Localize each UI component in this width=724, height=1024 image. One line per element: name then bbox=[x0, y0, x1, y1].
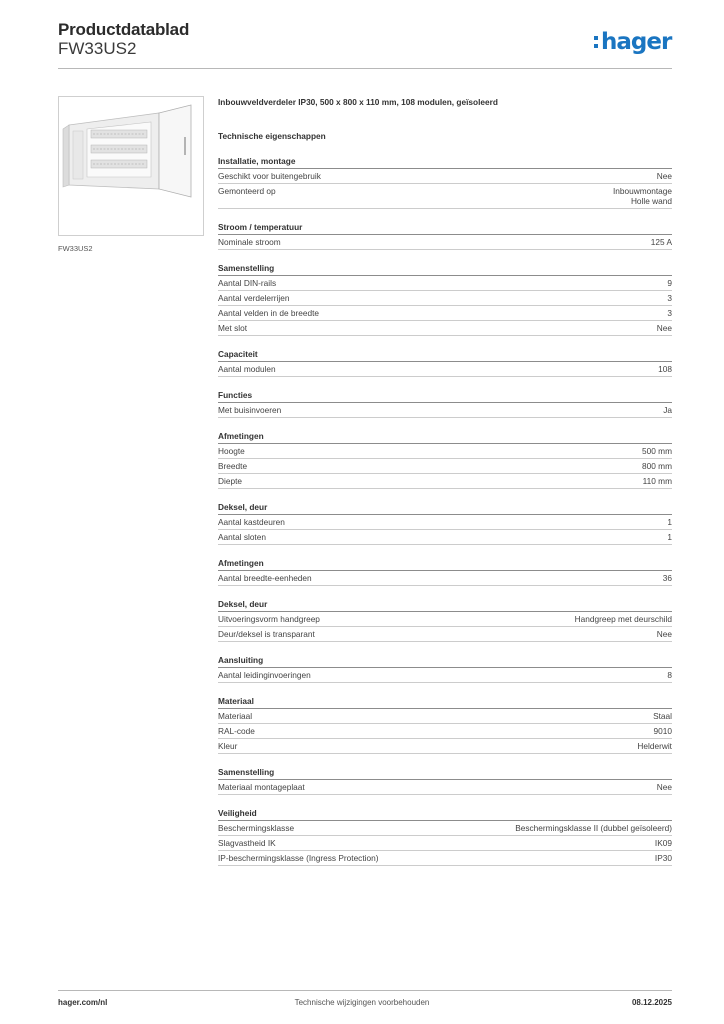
spec-row bbox=[218, 515, 672, 530]
spec-label: Aantal breedte-eenheden bbox=[218, 573, 312, 583]
footer-website-link[interactable]: hager.com/nl bbox=[58, 998, 108, 1007]
spec-label: Breedte bbox=[218, 461, 248, 471]
spec-row bbox=[218, 474, 672, 489]
spec-value: 110 mm bbox=[642, 476, 672, 486]
spec-value: IK09 bbox=[654, 838, 672, 848]
spec-value: Staal bbox=[653, 711, 672, 721]
spec-value: 108 bbox=[658, 364, 672, 374]
spec-row bbox=[218, 306, 672, 321]
spec-value: 1 bbox=[667, 517, 672, 527]
section-heading: Technische eigenschappen bbox=[218, 131, 326, 141]
spec-group bbox=[218, 558, 672, 586]
footer-disclaimer: Technische wijzigingen voorbehouden bbox=[294, 998, 430, 1007]
spec-row bbox=[218, 821, 672, 836]
spec-row bbox=[218, 780, 672, 795]
spec-label: Aantal verdelerrijen bbox=[218, 293, 290, 303]
spec-label: Diepte bbox=[218, 476, 242, 486]
spec-group-title: Afmetingen bbox=[218, 431, 672, 444]
image-caption: FW33US2 bbox=[58, 244, 93, 253]
spec-group-title: Deksel, deur bbox=[218, 502, 672, 515]
product-image bbox=[58, 96, 204, 236]
spec-value: Helderwit bbox=[637, 741, 672, 751]
spec-row bbox=[218, 235, 672, 250]
spec-value: 9 bbox=[667, 278, 672, 288]
spec-group-title: Functies bbox=[218, 390, 672, 403]
spec-group-title: Stroom / temperatuur bbox=[218, 222, 672, 235]
spec-group bbox=[218, 767, 672, 795]
spec-row bbox=[218, 724, 672, 739]
spec-group-title: Aansluiting bbox=[218, 655, 672, 668]
spec-label: Beschermingsklasse bbox=[218, 823, 295, 833]
spec-value: 9010 bbox=[653, 726, 672, 736]
spec-value: Nee bbox=[656, 323, 672, 333]
spec-label: Aantal sloten bbox=[218, 532, 266, 542]
spec-value: Nee bbox=[656, 171, 672, 181]
spec-value: Beschermingsklasse II (dubbel geïsoleerd) bbox=[515, 823, 672, 833]
spec-group-title: Veiligheid bbox=[218, 808, 672, 821]
spec-row bbox=[218, 627, 672, 642]
spec-row bbox=[218, 530, 672, 545]
spec-row bbox=[218, 184, 672, 209]
spec-group bbox=[218, 808, 672, 866]
spec-row bbox=[218, 403, 672, 418]
spec-row bbox=[218, 571, 672, 586]
product-description: Inbouwveldverdeler IP30, 500 x 800 x 110 mm, 108 modulen, geïsoleerd bbox=[218, 97, 498, 107]
spec-label: Deur/deksel is transparant bbox=[218, 629, 315, 639]
spec-row bbox=[218, 291, 672, 306]
spec-label: RAL-code bbox=[218, 726, 255, 736]
spec-label: Aantal velden in de breedte bbox=[218, 308, 320, 318]
spec-group bbox=[218, 655, 672, 683]
spec-group-title: Capaciteit bbox=[218, 349, 672, 362]
logo-dots-icon bbox=[594, 34, 598, 50]
spec-row bbox=[218, 459, 672, 474]
spec-label: Materiaal montageplaat bbox=[218, 782, 305, 792]
spec-group bbox=[218, 696, 672, 754]
spec-label: Geschikt voor buitengebruik bbox=[218, 171, 321, 181]
spec-value: Ja bbox=[663, 405, 672, 415]
spec-label: Met buisinvoeren bbox=[218, 405, 282, 415]
spec-value: 8 bbox=[667, 670, 672, 680]
spec-row bbox=[218, 276, 672, 291]
spec-label: Nominale stroom bbox=[218, 237, 281, 247]
spec-value: Nee bbox=[656, 782, 672, 792]
spec-group bbox=[218, 263, 672, 336]
spec-label: Aantal leidinginvoeringen bbox=[218, 670, 311, 680]
spec-value: 1 bbox=[667, 532, 672, 542]
spec-row bbox=[218, 612, 672, 627]
spec-label: Aantal DIN-rails bbox=[218, 278, 277, 288]
page-title: Productdatablad bbox=[58, 20, 190, 39]
spec-value: Inbouwmontage Holle wand bbox=[612, 186, 672, 206]
spec-value: Nee bbox=[656, 629, 672, 639]
spec-row bbox=[218, 851, 672, 866]
spec-label: Kleur bbox=[218, 741, 238, 751]
spec-value: 500 mm bbox=[642, 446, 672, 456]
spec-row bbox=[218, 739, 672, 754]
spec-group bbox=[218, 349, 672, 377]
spec-label: Gemonteerd op bbox=[218, 186, 276, 196]
spec-value: IP30 bbox=[654, 853, 672, 863]
distribution-board-image bbox=[59, 97, 203, 235]
spec-row bbox=[218, 836, 672, 851]
spec-group bbox=[218, 502, 672, 545]
footer-date: 08.12.2025 bbox=[631, 998, 672, 1007]
spec-value: 3 bbox=[667, 308, 672, 318]
spec-group-title: Installatie, montage bbox=[218, 156, 672, 169]
spec-group-title: Materiaal bbox=[218, 696, 672, 709]
spec-row bbox=[218, 709, 672, 724]
spec-row bbox=[218, 169, 672, 184]
logo-text: hager bbox=[601, 29, 672, 55]
spec-group bbox=[218, 599, 672, 642]
spec-label: Met slot bbox=[218, 323, 248, 333]
spec-group-title: Samenstelling bbox=[218, 263, 672, 276]
spec-group-title: Deksel, deur bbox=[218, 599, 672, 612]
spec-value: 36 bbox=[662, 573, 672, 583]
spec-label: IP-beschermingsklasse (Ingress Protection) bbox=[218, 853, 379, 863]
spec-label: Uitvoeringsvorm handgreep bbox=[218, 614, 320, 624]
hager-logo[interactable] bbox=[594, 28, 671, 56]
spec-label: Hoogte bbox=[218, 446, 245, 456]
spec-group bbox=[218, 222, 672, 250]
spec-group bbox=[218, 431, 672, 489]
spec-table bbox=[218, 156, 672, 879]
spec-group-title: Afmetingen bbox=[218, 558, 672, 571]
spec-row bbox=[218, 321, 672, 336]
spec-row bbox=[218, 444, 672, 459]
header-divider bbox=[58, 68, 672, 69]
product-code: FW33US2 bbox=[58, 39, 137, 58]
spec-label: Aantal modulen bbox=[218, 364, 276, 374]
spec-group bbox=[218, 156, 672, 209]
spec-label: Slagvastheid IK bbox=[218, 838, 276, 848]
spec-row bbox=[218, 668, 672, 683]
spec-value: 3 bbox=[667, 293, 672, 303]
spec-value: 125 A bbox=[650, 237, 672, 247]
spec-group bbox=[218, 390, 672, 418]
spec-row bbox=[218, 362, 672, 377]
spec-value: Handgreep met deurschild bbox=[574, 614, 672, 624]
spec-value: 800 mm bbox=[642, 461, 672, 471]
footer-divider bbox=[58, 990, 672, 991]
spec-label: Aantal kastdeuren bbox=[218, 517, 285, 527]
spec-label: Materiaal bbox=[218, 711, 253, 721]
spec-group-title: Samenstelling bbox=[218, 767, 672, 780]
